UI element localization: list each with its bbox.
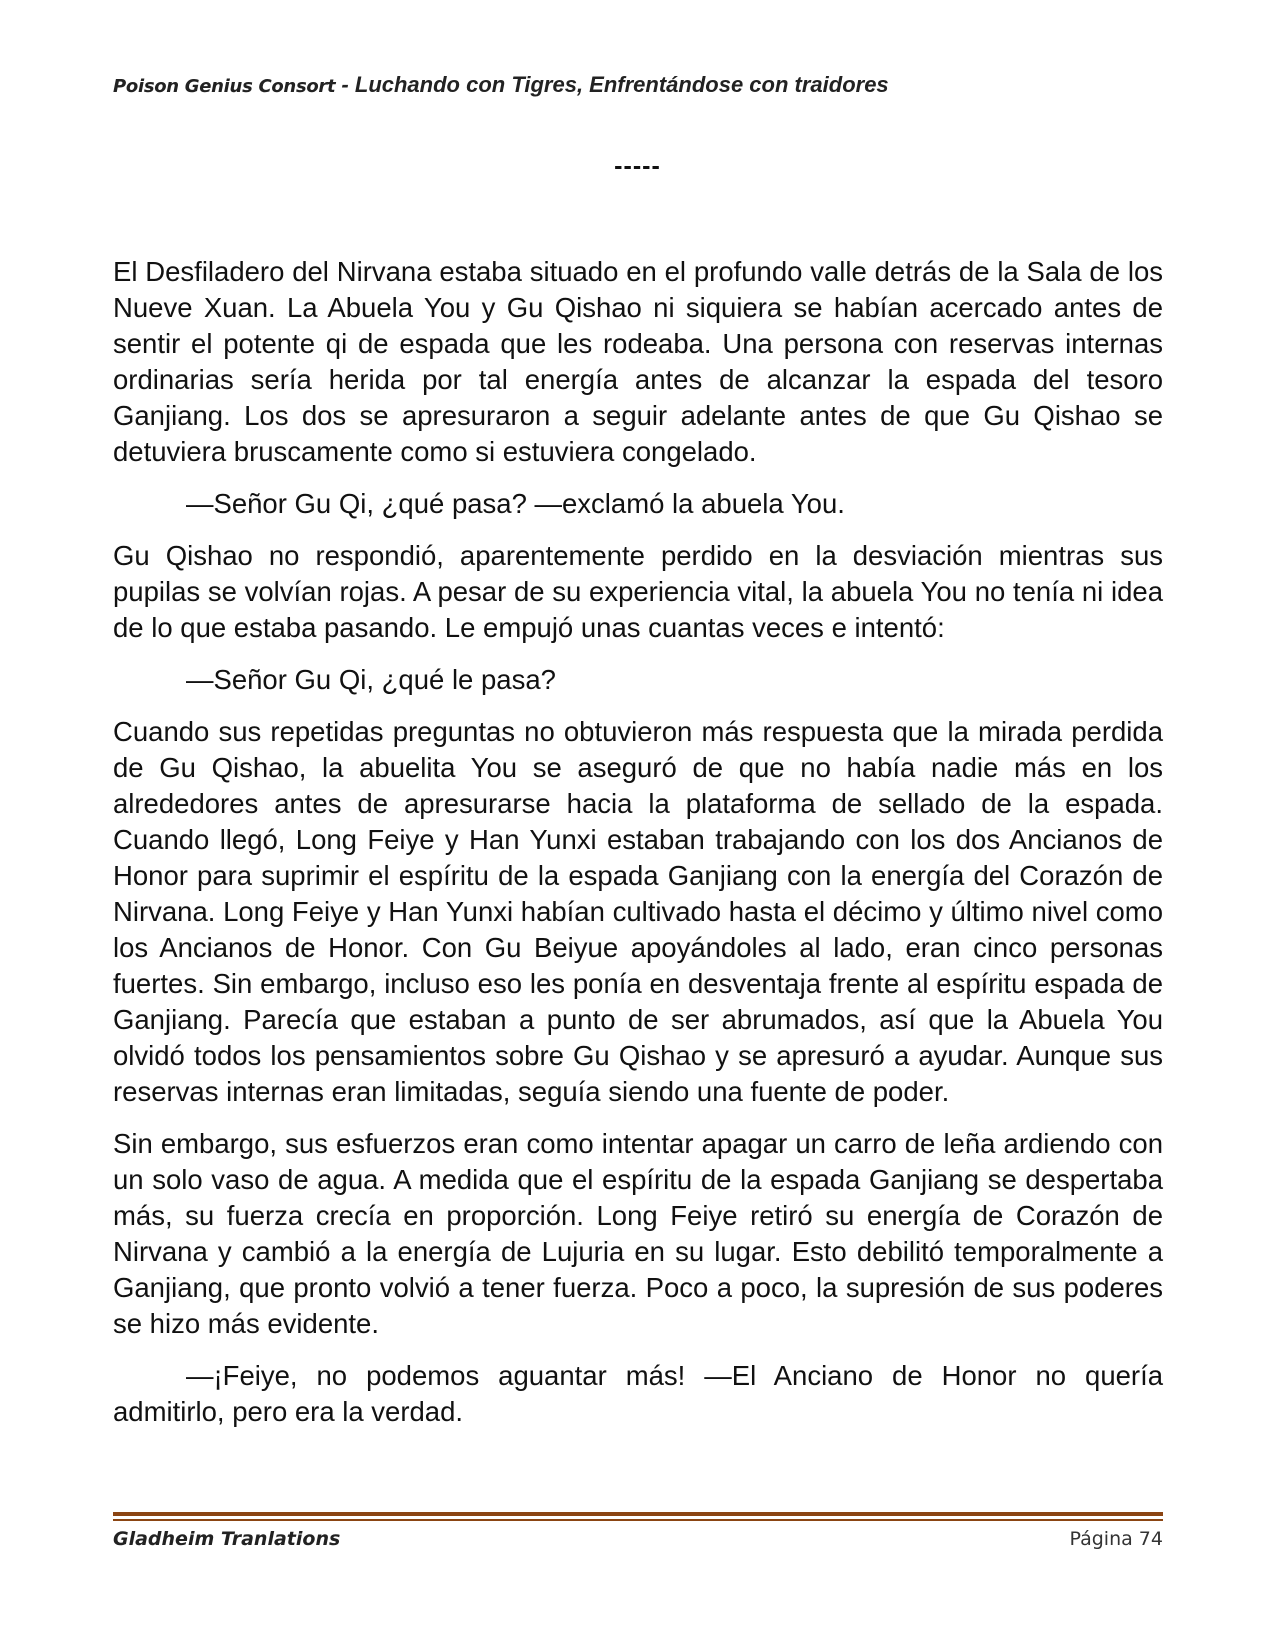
dialogue-paragraph: —Señor Gu Qi, ¿qué pasa? —exclamó la abuela You. [186,488,845,519]
dialogue-paragraph: —Señor Gu Qi, ¿qué le pasa? [186,664,556,695]
header-dash: - [335,72,355,97]
section-separator: ----- [614,152,661,180]
paragraph: Sin embargo, sus esfuerzos eran como intentar apagar un carro de leña ardiendo con un solo vaso de agua. A medida que el espíritu de la espada Ganjiang se despertaba más, su fuerza crecía en proporción. Long Feiye retiró su energía de Corazón de Nirvana y cambió a la energía de Lujuria en su lugar. Esto debilitó temporalmente a Ganjiang, que pronto volvió a tener fuerza. Poco a poco, la supresión de sus poderes se hizo más evidente. [113,1128,1163,1339]
paragraph: Gu Qishao no respondió, aparentemente perdido en la desviación mientras sus pupilas se volvían rojas. A pesar de su experiencia vital, la abuela You no tenía ni idea de lo que estaba pasando. Le empujó unas cuantas veces e intentó: [113,540,1163,643]
book-title: Poison Genius Consort [113,76,336,97]
page-header [113,72,1163,98]
dialogue-paragraph: —¡Feiye, no podemos aguantar más! —El Anciano de Honor no quería admitirlo, pero era la verdad. [113,1360,1163,1427]
page-number: Página 74 [1069,1528,1163,1550]
paragraph: El Desfiladero del Nirvana estaba situado en el profundo valle detrás de la Sala de los Nueve Xuan. La Abuela You y Gu Qishao ni siquiera se habían acercado antes de sentir el potente qi de espada que les rodeaba. Una persona con reservas internas ordinarias sería herida por tal energía antes de alcanzar la espada del tesoro Ganjiang. Los dos se apresuraron a seguir adelante antes de que Gu Qishao se detuviera bruscamente como si estuviera congelado. [113,256,1163,467]
footer-publisher: Gladheim Tranlations [113,1528,341,1550]
chapter-title: Luchando con Tigres, Enfrentándose con traidores [354,72,889,97]
body-text [113,254,1163,1446]
paragraph: Cuando sus repetidas preguntas no obtuvieron más respuesta que la mirada perdida de Gu Qishao, la abuelita You se aseguró de que no había nadie más en los alrededores antes de apresurarse hacia la plataforma de sellado de la espada. Cuando llegó, Long Feiye y Han Yunxi estaban trabajando con los dos Ancianos de Honor para suprimir el espíritu de la espada Ganjiang con la energía del Corazón de Nirvana. Long Feiye y Han Yunxi habían cultivado hasta el décimo y último nivel como los Ancianos de Honor. Con Gu Beiyue apoyándoles al lado, eran cinco personas fuertes. Sin embargo, incluso eso les ponía en desventaja frente al espíritu espada de Ganjiang. Parecía que estaban a punto de ser abrumados, así que la Abuela You olvidó todos los pensamientos sobre Gu Qishao y se apresuró a ayudar. Aunque sus reservas internas eran limitadas, seguía siendo una fuente de poder. [113,716,1163,1107]
footer-rule-thin [113,1519,1163,1521]
footer-rule-thick [113,1512,1163,1516]
